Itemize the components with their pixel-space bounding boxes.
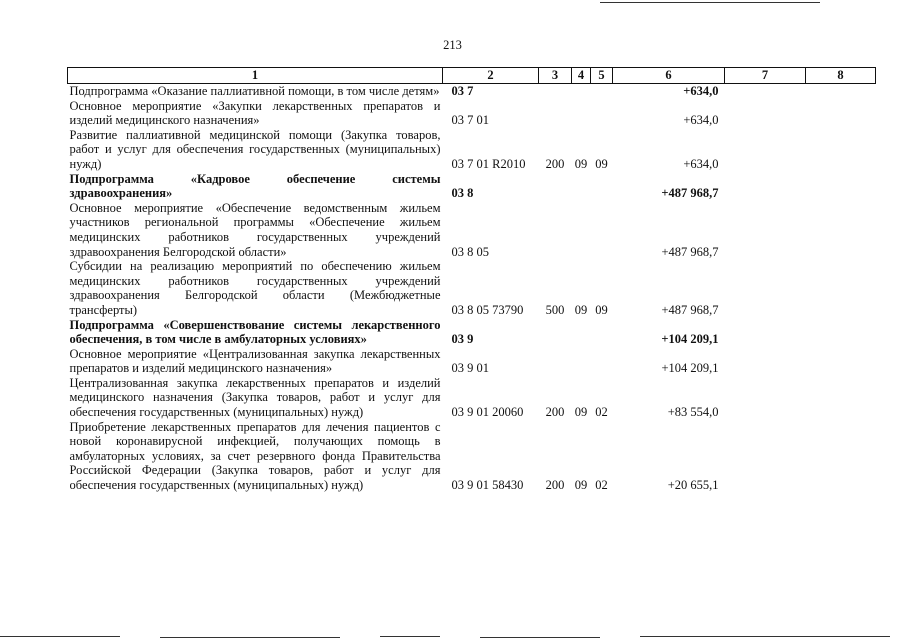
page-number: 213 (443, 38, 462, 52)
row-section: 09 (574, 156, 588, 171)
row-code: 03 7 (451, 84, 474, 98)
row-col-8 (806, 420, 876, 493)
row-amount: +83 554,0 (667, 405, 719, 420)
row-col-8 (806, 376, 876, 420)
row-col-7 (725, 420, 806, 493)
row-col-8 (806, 347, 876, 376)
row-col-7 (725, 318, 806, 347)
row-col-7 (725, 128, 806, 172)
row-section: 09 (574, 302, 588, 317)
row-expense-type: 500 (545, 302, 565, 317)
row-col-8 (806, 128, 876, 172)
row-amount: +634,0 (683, 84, 719, 98)
row-code: 03 7 01 (451, 113, 489, 128)
table-row (68, 201, 876, 259)
row-code: 03 8 05 73790 (451, 302, 524, 317)
table-body (68, 84, 876, 493)
row-section: 09 (574, 478, 588, 493)
row-amount: +634,0 (683, 156, 719, 171)
row-col-8 (806, 172, 876, 201)
row-subsection (591, 347, 613, 376)
row-section (572, 84, 591, 99)
table-row (68, 172, 876, 201)
row-name: Развитие паллиативной медицинской помощи (Закупка товаров, работ и услуг для обеспечения государственных (муниципальных) нужд) (69, 127, 441, 171)
row-expense-type (539, 347, 572, 376)
row-col-8 (806, 99, 876, 128)
row-expense-type: 200 (545, 405, 565, 420)
column-header-7: 7 (725, 68, 806, 84)
column-header-1: 1 (68, 68, 443, 84)
row-expense-type (539, 84, 572, 99)
table-row (68, 259, 876, 317)
row-col-7 (725, 201, 806, 259)
row-col-7 (725, 172, 806, 201)
row-subsection (591, 172, 613, 201)
row-section (572, 99, 591, 128)
row-expense-type: 200 (545, 156, 565, 171)
row-expense-type (539, 172, 572, 201)
table-row (68, 420, 876, 493)
column-header-2: 2 (443, 68, 539, 84)
row-amount: +104 209,1 (661, 361, 719, 376)
row-amount: +20 655,1 (667, 478, 719, 493)
column-header-4: 4 (572, 68, 591, 84)
table-row (68, 376, 876, 420)
row-col-7 (725, 99, 806, 128)
row-col-8 (806, 84, 876, 99)
row-name: Централизованная закупка лекарственных препаратов и изделий медицинского назначения (Закупка товаров, работ и услуг для обеспечения государственных (муниципальных) нужд) (69, 375, 441, 420)
row-name: Основное мероприятие «Централизованная закупка лекарственных препаратов и изделий медицинского назначения» (69, 346, 441, 376)
table-row (68, 318, 876, 347)
row-subsection (591, 201, 613, 259)
row-expense-type (539, 318, 572, 347)
scan-artifact (380, 636, 440, 637)
column-header-8: 8 (806, 68, 876, 84)
row-expense-type (539, 201, 572, 259)
row-col-8 (806, 318, 876, 347)
row-col-7 (725, 347, 806, 376)
row-section: 09 (574, 405, 588, 420)
row-col-7 (725, 84, 806, 99)
row-subsection: 09 (595, 302, 608, 317)
table-header-row (68, 68, 876, 84)
row-subsection: 02 (595, 478, 608, 493)
scan-artifact (160, 637, 340, 638)
column-header-6: 6 (613, 68, 725, 84)
row-section (572, 201, 591, 259)
row-amount: +104 209,1 (661, 332, 719, 347)
row-code: 03 8 (451, 186, 474, 201)
budget-table (67, 67, 876, 493)
table-row (68, 99, 876, 128)
row-name: Основное мероприятие «Закупки лекарственных препаратов и изделий медицинского назначения» (69, 98, 441, 128)
row-name: Субсидии на реализацию мероприятий по обеспечению жильем медицинских работников государственных учреждений здравоохранения Белгородской области (Межбюджетные трансферты) (69, 259, 441, 317)
row-name: Основное мероприятие «Обеспечение ведомственным жильем участников региональной программы «Обеспечение жильем медицинских работников государственных учреждений здравоохранения Белгородской области» (69, 200, 441, 259)
row-amount: +487 968,7 (661, 302, 719, 317)
row-expense-type: 200 (545, 478, 565, 493)
row-expense-type (539, 99, 572, 128)
scan-artifact (0, 636, 120, 637)
row-section (572, 172, 591, 201)
row-code: 03 9 01 58430 (451, 478, 524, 493)
column-header-5: 5 (591, 68, 613, 84)
row-section (572, 347, 591, 376)
scan-artifact (480, 637, 600, 638)
row-amount: +487 968,7 (661, 186, 719, 201)
row-col-7 (725, 259, 806, 317)
row-subsection (591, 84, 613, 99)
row-name: Подпрограмма «Оказание паллиативной помощи, в том числе детям» (69, 84, 440, 98)
row-code: 03 9 (451, 332, 474, 347)
scan-artifact (640, 636, 890, 637)
row-name: Подпрограмма «Кадровое обеспечение системы здравоохранения» (69, 171, 441, 201)
row-code: 03 7 01 R2010 (451, 156, 526, 171)
row-code: 03 8 05 (451, 244, 489, 259)
table-row (68, 347, 876, 376)
row-section (572, 318, 591, 347)
scan-artifact (600, 2, 820, 3)
row-col-8 (806, 259, 876, 317)
row-name: Подпрограмма «Совершенствование системы лекарственного обеспечения, в том числе в амбулаторных условиях» (69, 317, 441, 347)
row-col-7 (725, 376, 806, 420)
row-name: Приобретение лекарственных препаратов для лечения пациентов с новой коронавирусной инфекцией, получающих помощь в амбулаторных условиях, за счет резервного фонда Правительства Российской Федерации (Закупка товаров, работ и услуг для обеспечения государственных (муниципальных) нужд) (69, 419, 441, 493)
table-row (68, 84, 876, 99)
row-subsection (591, 318, 613, 347)
row-subsection (591, 99, 613, 128)
row-col-8 (806, 201, 876, 259)
row-subsection: 09 (595, 156, 608, 171)
row-amount: +634,0 (683, 113, 719, 128)
row-subsection: 02 (595, 405, 608, 420)
row-code: 03 9 01 20060 (451, 405, 524, 420)
table-row (68, 128, 876, 172)
row-amount: +487 968,7 (661, 244, 719, 259)
row-code: 03 9 01 (451, 361, 489, 376)
column-header-3: 3 (539, 68, 572, 84)
